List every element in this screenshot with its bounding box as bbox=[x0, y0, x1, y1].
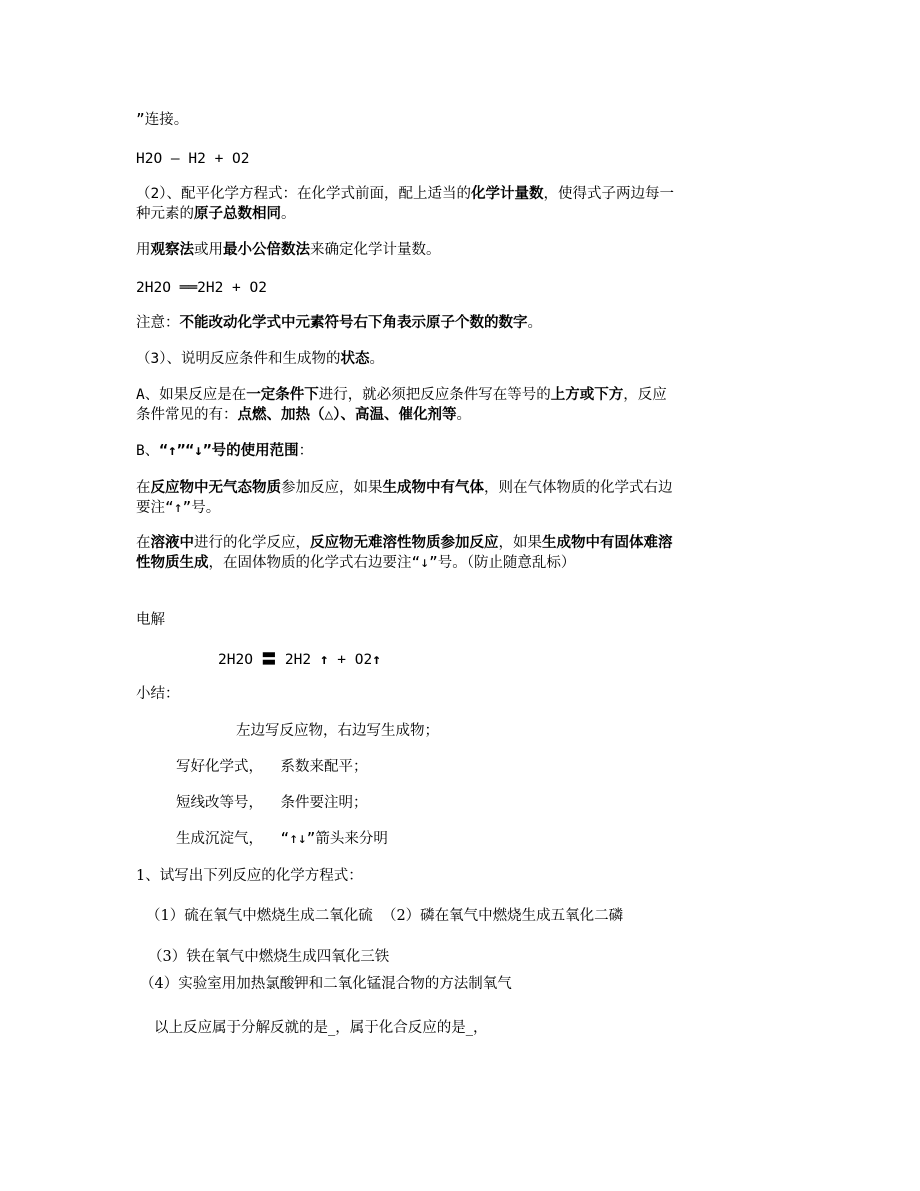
text: 注意： bbox=[136, 315, 180, 331]
point-a bbox=[136, 385, 681, 425]
text-bold: 观察法 bbox=[150, 242, 194, 258]
text: ，反应条件常见的有： bbox=[136, 387, 667, 423]
text: 2H2O bbox=[218, 652, 253, 668]
text-bold: 反应物无难溶性物质参加反应 bbox=[310, 535, 499, 551]
step-2-balance bbox=[136, 184, 681, 224]
text: 短线改等号， 条件要注明； bbox=[176, 795, 368, 811]
text: ，则在气体物质的化学式右边要注“↑”号。 bbox=[136, 480, 673, 516]
equals-sign-icon: 〓 bbox=[261, 652, 277, 668]
step-3-conditions bbox=[136, 349, 384, 369]
text: 。 bbox=[281, 206, 296, 222]
exercise-item-3 bbox=[148, 947, 389, 967]
up-arrow-icon: ↑ bbox=[319, 652, 329, 668]
summary-line-3 bbox=[176, 793, 367, 813]
text: 或用 bbox=[194, 242, 223, 258]
text: ，在固体物质的化学式右边要注“↓”号。（防止随意乱标） bbox=[208, 555, 576, 571]
text: 来确定化学计量数。 bbox=[310, 242, 441, 258]
text: （3）铁在氧气中燃烧生成四氧化三铁 bbox=[148, 949, 390, 965]
text: （4）实验室用加热氯酸钾和二氧化锰混合物的方法制氧气 bbox=[140, 976, 512, 992]
text: “↑↓”箭头来分明 bbox=[280, 831, 388, 847]
equation-balanced bbox=[136, 278, 267, 298]
text-bold: 不能改动化学式中元素符号右下角表示原子个数的数字 bbox=[179, 315, 528, 331]
text-bold: 上方或下方 bbox=[550, 387, 624, 403]
text: （1）硫在氧气中燃烧生成二氧化硫 （2）磷在氧气中燃烧生成五氧化二磷 bbox=[146, 908, 624, 924]
text: + O2 bbox=[337, 652, 373, 668]
text: 左边写反应物，右边写生成物； bbox=[236, 723, 439, 739]
exercise-item-4 bbox=[140, 974, 512, 994]
equation-unbalanced bbox=[136, 149, 250, 169]
summary-line-4 bbox=[176, 829, 388, 849]
balance-method bbox=[136, 240, 441, 260]
text: 在 bbox=[136, 480, 151, 496]
text-bold: 反应物中无气态物质 bbox=[150, 480, 281, 496]
electrolysis-equation bbox=[218, 650, 381, 670]
summary-heading bbox=[136, 684, 180, 704]
text-bold: 生成物中有固体难溶性物质生成 bbox=[136, 535, 673, 571]
line-continuation bbox=[136, 110, 188, 130]
text-bold: 状态 bbox=[340, 351, 370, 367]
text: 进行的化学反应， bbox=[194, 535, 310, 551]
gas-arrow-rule bbox=[136, 478, 681, 518]
text-bold: “↑”“↓”号的使用范围 bbox=[159, 443, 299, 459]
text: 。 bbox=[527, 315, 542, 331]
text: ： bbox=[298, 443, 314, 459]
text: 小结： bbox=[136, 686, 180, 702]
text-bold: 一定条件下 bbox=[246, 387, 319, 403]
text: A、如果反应是在 bbox=[136, 387, 247, 403]
text-bold: 化学计量数 bbox=[470, 186, 544, 202]
text: 2H2O ══2H2 + O2 bbox=[136, 280, 267, 296]
summary-line-1 bbox=[236, 721, 439, 741]
point-b bbox=[136, 441, 313, 461]
note-line bbox=[136, 313, 542, 333]
exercise-question bbox=[154, 1018, 488, 1038]
text: 在 bbox=[136, 535, 151, 551]
text: ，使得式子两边每一种元素的 bbox=[136, 186, 674, 222]
text: 用 bbox=[136, 242, 151, 258]
text: 1、试写出下列反应的化学方程式： bbox=[136, 868, 363, 884]
text: 。 bbox=[369, 351, 384, 367]
text-bold: 原子总数相同 bbox=[194, 206, 281, 222]
text: 写好化学式， 系数来配平； bbox=[176, 759, 368, 775]
text: B、 bbox=[136, 443, 160, 459]
text: 电解 bbox=[136, 612, 165, 628]
summary-line-2 bbox=[176, 757, 367, 777]
exercise-heading bbox=[136, 866, 363, 886]
text: 。 bbox=[456, 407, 471, 423]
text: （2）、配平化学方程式：在化学式前面，配上适当的 bbox=[136, 186, 471, 202]
up-arrow-icon: ↑ bbox=[372, 652, 381, 668]
text: 生成沉淀气， bbox=[176, 831, 281, 847]
text: （3）、说明反应条件和生成物的 bbox=[136, 351, 341, 367]
text-bold: 溶液中 bbox=[150, 535, 194, 551]
exercise-items-1-2 bbox=[146, 906, 623, 926]
text-bold: 生成物中有气体 bbox=[382, 480, 484, 496]
precipitate-arrow-rule bbox=[136, 533, 681, 573]
text: H2O — H2 + O2 bbox=[136, 151, 250, 167]
text: 2H2 bbox=[284, 652, 312, 668]
text: 进行，就必须把反应条件写在等号的 bbox=[318, 387, 551, 403]
text: 以上反应属于分解反就的是_，属于化合反应的是_， bbox=[154, 1020, 488, 1036]
electrolysis-label bbox=[136, 610, 165, 630]
text: 参加反应，如果 bbox=[281, 480, 383, 496]
text-bold: 最小公倍数法 bbox=[223, 242, 310, 258]
text-bold: 点燃、加热（△）、高温、催化剂等 bbox=[237, 407, 457, 423]
text: ”连接。 bbox=[136, 112, 189, 128]
text: ，如果 bbox=[498, 535, 542, 551]
